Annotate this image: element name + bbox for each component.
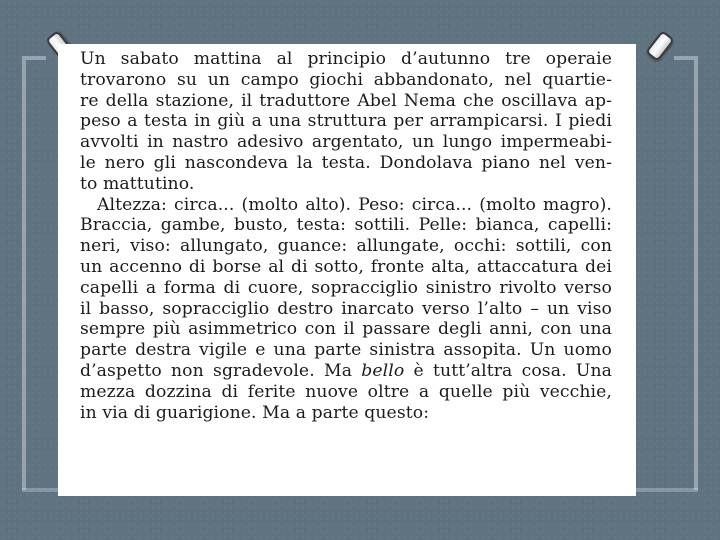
text-line: Braccia, gambe, busto, testa: sottili. Pelle: bianca, capelli:	[80, 215, 612, 236]
slide-frame-left	[22, 60, 26, 490]
italic-word: bello	[361, 360, 405, 381]
text-segment: è tutt’altra cosa. Una	[413, 360, 612, 381]
paragraph-1	[80, 49, 612, 195]
text-line: peso a testa in giù a una struttura per arrampicarsi. I piedi	[80, 111, 612, 132]
text-line: trovarono su un campo giochi abbandonato, nel quartie-	[80, 69, 612, 90]
text-line: Altezza: circa... (molto alto). Peso: circa... (molto magro).	[97, 194, 612, 215]
text-line: in via di guarigione. Ma a parte questo:	[80, 402, 430, 423]
scanned-page	[58, 44, 636, 496]
text-line: un accenno di borse al di sotto, fronte alta, attaccatura dei	[80, 256, 612, 277]
slide-frame-right	[694, 60, 698, 490]
text-line: mezza dozzina di ferite nuove oltre a quelle più vecchie,	[80, 381, 612, 402]
text-line: avvolti in nastro adesivo argentato, un lungo impermeabi-	[80, 132, 612, 153]
text-line: il basso, sopracciglio destro inarcato verso l’alto – un viso	[80, 298, 612, 319]
slide-frame-top-right	[674, 56, 698, 60]
text-line: Un sabato mattina al principio d’autunno tre operaie	[80, 49, 612, 69]
text-segment: d’aspetto non sgradevole. Ma	[80, 360, 353, 381]
text-line: le nero gli nascondeva la testa. Dondolava piano nel ven-	[80, 152, 612, 173]
paragraph-2	[80, 195, 612, 424]
text-line: parte destra vigile e una parte sinistra assopita. Un uomo	[80, 340, 612, 361]
binder-ring-right-icon	[645, 30, 675, 62]
text-line: to mattutino.	[80, 173, 195, 194]
text-line: neri, viso: allungato, guance: allungate, occhi: sottili, con	[80, 236, 612, 257]
slide-frame-top-left	[22, 56, 46, 60]
text-line-with-italic	[80, 361, 612, 382]
text-line: sempre più asimmetrico con il passare degli anni, con una	[80, 319, 612, 340]
text-line: re della stazione, il traduttore Abel Nema che oscillava ap-	[80, 90, 612, 111]
text-line: capelli a forma di cuore, sopracciglio sinistro rivolto verso	[80, 277, 612, 298]
